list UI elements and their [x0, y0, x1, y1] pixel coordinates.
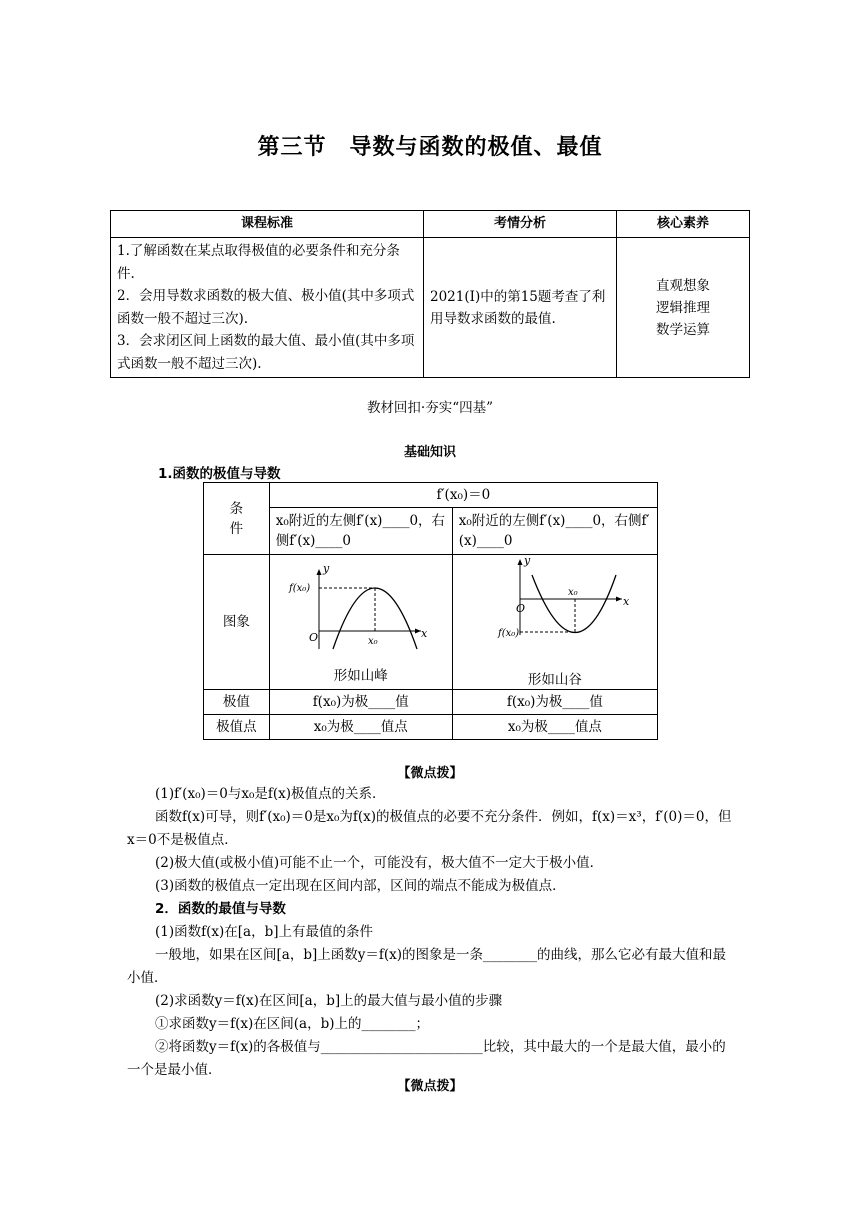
value-left: f(x₀)为极____值 — [269, 690, 452, 715]
condition-header: f′(x₀)＝0 — [269, 483, 657, 508]
analysis-cell: 2021(Ⅰ)中的第15题考查了利用导数求函数的最值. — [424, 238, 617, 378]
tips-block — [127, 783, 737, 1082]
row-label-condition — [204, 483, 270, 555]
row-label-image: 图象 — [204, 555, 270, 690]
fx0-label: f(x₀) — [288, 583, 310, 594]
section2-item: ②将函数y＝f(x)的各极值与________________________比较，其中最大的一个是最大值，最小的一个是最小值． — [127, 1039, 726, 1078]
extreme-value-table — [203, 482, 658, 740]
origin-label: O — [308, 631, 318, 644]
condition-right: x₀附近的左侧f′(x)____0，右侧f′(x)____0 — [452, 508, 657, 555]
graph-peak-cell — [269, 555, 452, 690]
header-literacy: 核心素养 — [617, 211, 750, 238]
tip-item: 函数f(x)可导，则f′(x₀)＝0是x₀为f(x)的极值点的必要不充分条件．例如，f(x)＝x³，f′(0)＝0，但x＝0不是极值点． — [127, 809, 732, 848]
banner: 教材回扣·夯实“四基” — [366, 400, 494, 416]
page-title: 第三节 导数与函数的极值、最值 — [257, 135, 603, 160]
row-label-value: 极值 — [204, 690, 270, 715]
condition-label: 条件 — [229, 500, 244, 537]
section2-item: (1)函数f(x)在[a，b]上有最值的条件 — [155, 924, 373, 940]
header-standard: 课程标准 — [111, 211, 424, 238]
section1-title: 1.函数的极值与导数 — [158, 466, 281, 482]
tip-item: (3)函数的极值点一定出现在区间内部，区间的端点不能成为极值点． — [155, 878, 566, 894]
literacy-cell — [617, 238, 750, 378]
literacy-item: 逻辑推理 — [656, 299, 710, 316]
point-left: x₀为极____值点 — [269, 715, 452, 740]
tip-item: (2)极大值(或极小值)可能不止一个，可能没有，极大值不一定大于极小值． — [155, 855, 604, 871]
literacy-item: 数学运算 — [656, 321, 710, 338]
caption-peak: 形如山峰 — [333, 668, 388, 684]
tip-heading: 【微点拨】 — [397, 766, 463, 781]
course-standards-table — [110, 210, 750, 378]
condition-left: x₀附近的左侧f′(x)____0，右侧f′(x)____0 — [269, 508, 452, 555]
x0-label: x₀ — [567, 587, 578, 598]
literacy-item: 直观想象 — [656, 277, 710, 294]
x-axis-label: x — [622, 595, 630, 608]
standard-item: 1.了解函数在某点取得极值的必要条件和充分条件. — [117, 243, 400, 282]
x0-label: x₀ — [367, 636, 378, 647]
section2-item: (2)求函数y＝f(x)在区间[a，b]上的最大值与最小值的步骤 — [155, 993, 503, 1009]
section2-item: 一般地，如果在区间[a，b]上函数y＝f(x)的图象是一条________的曲线，那么它必有最大值和最小值． — [127, 947, 726, 986]
point-right: x₀为极____值点 — [452, 715, 657, 740]
caption-valley: 形如山谷 — [527, 672, 582, 688]
fx0-label: f(x₀) — [497, 628, 520, 639]
tip-item: (1)f′(x₀)＝0与x₀是f(x)极值点的关系． — [155, 786, 386, 802]
standard-item: 2．会用导数求函数的极大值、极小值(其中多项式函数一般不超过三次). — [117, 288, 415, 327]
value-right: f(x₀)为极____值 — [452, 690, 657, 715]
origin-label: O — [515, 602, 525, 615]
y-axis-label: y — [523, 555, 531, 567]
y-axis-label: y — [322, 562, 329, 575]
x-axis-label: x — [420, 627, 427, 640]
basics-heading: 基础知识 — [403, 445, 456, 460]
peak-graph — [271, 559, 451, 659]
section2-title: 2．函数的最值与导数 — [155, 901, 286, 917]
section2-item: ①求函数y＝f(x)在区间(a，b)上的________； — [155, 1016, 429, 1032]
tip-heading-2: 【微点拨】 — [397, 1079, 463, 1094]
row-label-point: 极值点 — [204, 715, 270, 740]
standard-item: 3．会求闭区间上函数的最大值、最小值(其中多项式函数一般不超过三次). — [117, 333, 415, 372]
graph-valley-cell — [452, 555, 657, 690]
header-analysis: 考情分析 — [424, 211, 617, 238]
standards-cell — [111, 238, 424, 378]
valley-graph — [460, 555, 650, 665]
